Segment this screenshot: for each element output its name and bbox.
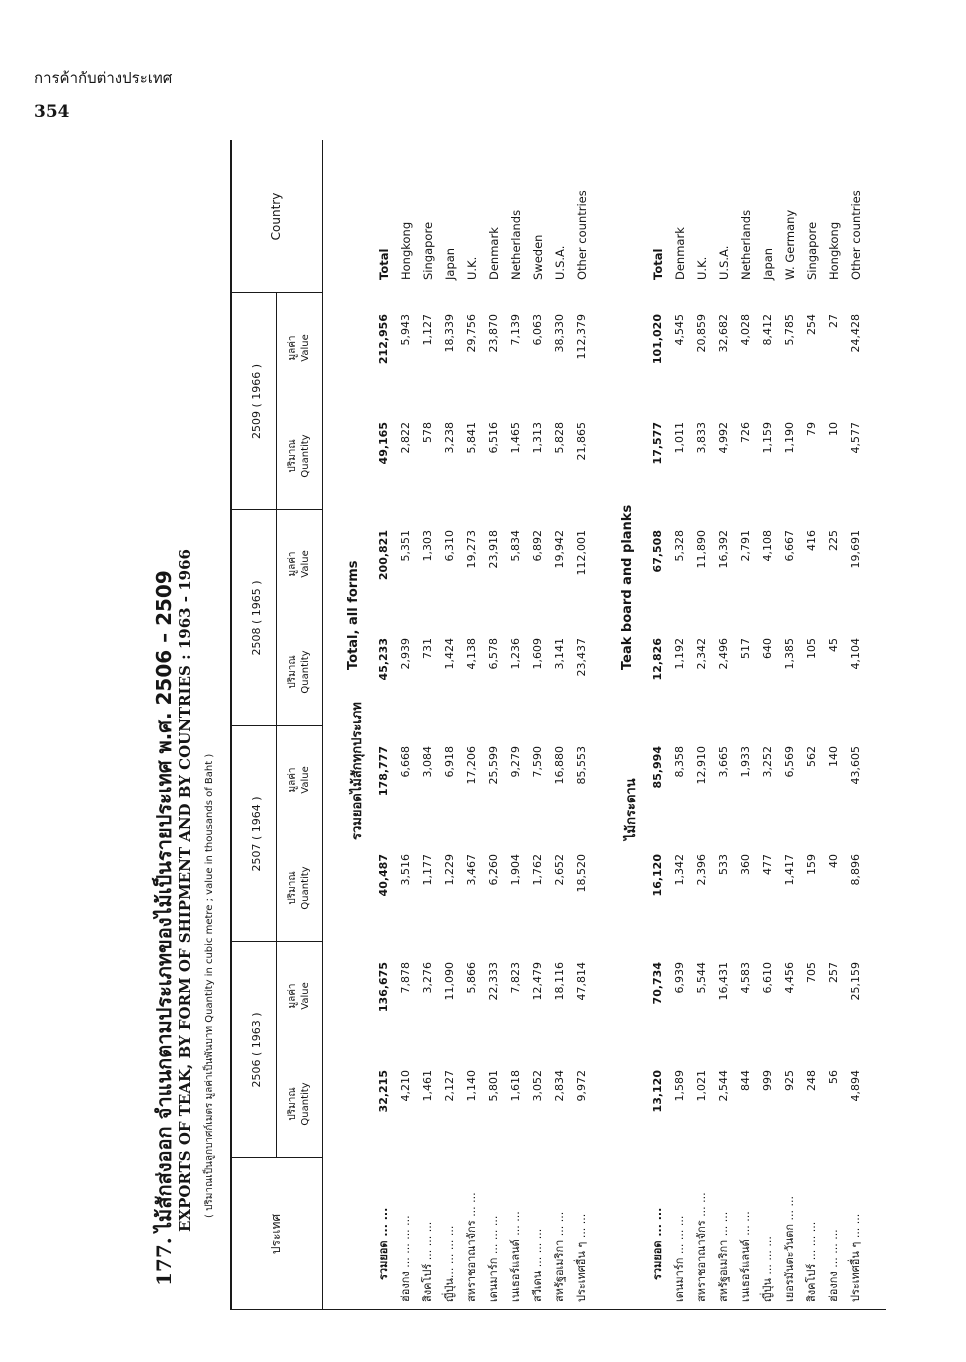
table-cell-value: 1,140 — [465, 1070, 478, 1102]
table-row-label-thai: ประเทศอื่น ๆ ... ... — [575, 1213, 588, 1302]
table-cell-value: 1,011 — [673, 422, 686, 454]
table-cell-value: 5,544 — [695, 962, 708, 994]
table-cell-value: 4,108 — [761, 530, 774, 562]
header-value — [286, 942, 312, 1050]
table-cell-value: 7,139 — [509, 314, 522, 346]
table-cell-value: 9,972 — [575, 1070, 588, 1102]
table-cell-value: 999 — [761, 1070, 774, 1091]
table-row-label-english: Hongkong — [827, 221, 841, 280]
table-title-thai: ไม้สักส่งออก จำแนกตามประเภทของไม้เป็นรายประเทศ พ.ศ. 2506 – 2509 — [152, 570, 176, 1232]
table-cell-value: 38,330 — [553, 314, 566, 353]
header-value-line: มูลค่า — [287, 551, 298, 577]
header-quantity-line: Quantity — [300, 434, 311, 478]
table-cell-value: 7,590 — [531, 746, 544, 778]
table-cell-value: 533 — [717, 854, 730, 875]
table-cell-value: 562 — [805, 746, 818, 767]
table-cell-value: 47,814 — [575, 962, 588, 1001]
header-quantity — [286, 618, 312, 726]
table-row-label-english: Hongkong — [399, 221, 413, 280]
table-cell-value: 23,870 — [487, 314, 500, 353]
table-cell-value: 112,001 — [575, 530, 588, 576]
table-cell-value: 19,942 — [553, 530, 566, 569]
section-title-thai: ไม้กระดาน — [624, 778, 639, 840]
table-cell-value: 79 — [805, 422, 818, 436]
table-cell-value: 731 — [421, 638, 434, 659]
header-value-line: มูลค่า — [287, 767, 298, 793]
table-cell-value: 18,339 — [443, 314, 456, 353]
header-quantity-line: ปริมาณ — [287, 1087, 298, 1121]
table-row-label-english: Other countries — [575, 190, 589, 280]
table-cell-value: 45,233 — [377, 638, 390, 681]
header-quantity — [286, 402, 312, 510]
table-cell-value: 4,456 — [783, 962, 796, 994]
table-cell-value: 140 — [827, 746, 840, 767]
table-row-label-thai: สวีเดน ... ... ... — [531, 1228, 544, 1302]
table-cell-value: 16,880 — [553, 746, 566, 785]
header-quantity-line: Quantity — [300, 650, 311, 694]
header-quantity-line: ปริมาณ — [287, 439, 298, 473]
table-cell-value: 20,859 — [695, 314, 708, 353]
table-cell-value: 1,618 — [509, 1070, 522, 1102]
table-cell-value: 225 — [827, 530, 840, 551]
table-cell-value: 178,777 — [377, 746, 390, 797]
table-cell-value: 212,956 — [377, 314, 390, 365]
table-row-label-english: Singapore — [805, 221, 819, 280]
table-cell-value: 45 — [827, 638, 840, 652]
header-value-line: Value — [300, 982, 311, 1010]
table-cell-value: 11,890 — [695, 530, 708, 569]
table-cell-value: 1,303 — [421, 530, 434, 562]
table-cell-value: 1,021 — [695, 1070, 708, 1102]
header-value-line: Value — [300, 766, 311, 794]
table-row-label-english: U.S.A. — [553, 245, 567, 280]
table-cell-value: 1,177 — [421, 854, 434, 886]
table-cell-value: 12,479 — [531, 962, 544, 1001]
table-cell-value: 12,826 — [651, 638, 664, 681]
table-row-label-thai: เดนมาร์ก ... ... ... — [487, 1215, 500, 1302]
header-bottom-rule — [322, 140, 323, 1310]
table-cell-value: 40 — [827, 854, 840, 868]
table-cell-value: 32,682 — [717, 314, 730, 353]
table-cell-value: 16,431 — [717, 962, 730, 1001]
table-cell-value: 7,878 — [399, 962, 412, 994]
table-cell-value: 159 — [805, 854, 818, 875]
table-cell-value: 6,569 — [783, 746, 796, 778]
table-cell-value: 5,328 — [673, 530, 686, 562]
table-cell-value: 21,865 — [575, 422, 588, 461]
table-cell-value: 4,583 — [739, 962, 752, 994]
header-year-1964: 2507 ( 1964 ) — [250, 796, 263, 872]
section-title-thai: รวมยอดไม้สักทุกประเภท — [350, 702, 365, 840]
table-cell-value: 105 — [805, 638, 818, 659]
table-cell-value: 5,801 — [487, 1070, 500, 1102]
table-row-label-english: Singapore — [421, 221, 435, 280]
table-cell-value: 2,496 — [717, 638, 730, 670]
table-cell-value: 18,520 — [575, 854, 588, 893]
table-cell-value: 18,116 — [553, 962, 566, 1001]
table-cell-value: 477 — [761, 854, 774, 875]
table-cell-value: 1,465 — [509, 422, 522, 454]
table-cell-value: 2,939 — [399, 638, 412, 670]
table-row-label-thai: เนเธอร์แลนด์ ... ... — [509, 1211, 522, 1302]
table-cell-value: 3,467 — [465, 854, 478, 886]
table-cell-value: 1,417 — [783, 854, 796, 886]
page-header: การค้ากับต่างประเทศ — [34, 69, 173, 87]
table-cell-value: 85,553 — [575, 746, 588, 785]
table-row-label-english: Netherlands — [509, 209, 523, 280]
header-value — [286, 510, 312, 618]
table-cell-value: 22,333 — [487, 962, 500, 1001]
table-row-label-english: Total — [651, 248, 665, 280]
table-cell-value: 257 — [827, 962, 840, 983]
table-cell-value: 1,236 — [509, 638, 522, 670]
table-row-label-thai: สหราชอาณาจักร ... ... — [695, 1192, 708, 1302]
table-row-label-thai: เนเธอร์แลนด์ ... ... — [739, 1211, 752, 1302]
table-cell-value: 6,578 — [487, 638, 500, 670]
table-cell-value: 6,939 — [673, 962, 686, 994]
header-year-1966: 2509 ( 1966 ) — [250, 363, 263, 440]
table-cell-value: 5,866 — [465, 962, 478, 994]
table-cell-value: 2,342 — [695, 638, 708, 670]
header-year-1965: 2508 ( 1965 ) — [250, 580, 263, 656]
header-value-line: Value — [300, 550, 311, 578]
table-cell-value: 19,273 — [465, 530, 478, 569]
table-cell-value: 25,159 — [849, 962, 862, 1001]
table-cell-value: 85,994 — [651, 746, 664, 789]
section-title-english: Total, all forms — [346, 560, 361, 670]
table-cell-value: 6,667 — [783, 530, 796, 562]
table-cell-value: 4,577 — [849, 422, 862, 454]
rotated-table — [146, 140, 886, 1310]
table-cell-value: 1,229 — [443, 854, 456, 886]
table-cell-value: 1,192 — [673, 638, 686, 670]
table-row-label-thai: รวมยอด ... ... — [377, 1207, 390, 1280]
table-row-label-english: U.S.A. — [717, 245, 731, 280]
table-cell-value: 4,138 — [465, 638, 478, 670]
table-cell-value: 1,159 — [761, 422, 774, 454]
header-value-line: Value — [300, 334, 311, 362]
table-cell-value: 705 — [805, 962, 818, 983]
table-cell-value: 23,918 — [487, 530, 500, 569]
table-cell-value: 3,665 — [717, 746, 730, 778]
table-number: 177. — [152, 1237, 176, 1286]
table-cell-value: 10 — [827, 422, 840, 436]
table-row-label-english: Netherlands — [739, 209, 753, 280]
table-cell-value: 2,127 — [443, 1070, 456, 1102]
table-cell-value: 5,943 — [399, 314, 412, 346]
table-cell-value: 1,904 — [509, 854, 522, 886]
table-cell-value: 5,828 — [553, 422, 566, 454]
header-year-1963: 2506 ( 1963 ) — [250, 1012, 263, 1088]
table-cell-value: 517 — [739, 638, 752, 659]
table-cell-value: 43,605 — [849, 746, 862, 785]
table-cell-value: 136,675 — [377, 962, 390, 1013]
table-cell-value: 1,461 — [421, 1070, 434, 1102]
header-value-line: มูลค่า — [287, 983, 298, 1009]
table-cell-value: 640 — [761, 638, 774, 659]
table-row-label-thai: สิงคโปร์ ... ... ... — [421, 1221, 434, 1302]
table-row-label-english: Japan — [443, 247, 457, 280]
table-cell-value: 1,933 — [739, 746, 752, 778]
table-cell-value: 23,437 — [575, 638, 588, 677]
table-cell-value: 1,609 — [531, 638, 544, 670]
table-row-label-english: Japan — [761, 247, 775, 280]
table-cell-value: 9,279 — [509, 746, 522, 778]
table-cell-value: 3,276 — [421, 962, 434, 994]
table-cell-value: 3,084 — [421, 746, 434, 778]
table-cell-value: 11,090 — [443, 962, 456, 1001]
table-cell-value: 4,028 — [739, 314, 752, 346]
table-cell-value: 101,020 — [651, 314, 664, 365]
table-row-label-english: Denmark — [673, 227, 687, 280]
table-cell-value: 6,918 — [443, 746, 456, 778]
table-row-label-thai: ฮ่องกง ... ... ... ... — [399, 1215, 412, 1302]
table-cell-value: 19,691 — [849, 530, 862, 569]
table-cell-value: 1,385 — [783, 638, 796, 670]
header-quantity — [286, 1050, 312, 1158]
table-cell-value: 67,508 — [651, 530, 664, 573]
table-cell-value: 29,756 — [465, 314, 478, 353]
table-cell-value: 3,141 — [553, 638, 566, 670]
table-row-label-thai: ประเทศอื่น ๆ ... ... — [849, 1213, 862, 1302]
table-cell-value: 2,652 — [553, 854, 566, 886]
table-row-label-english: Total — [377, 248, 391, 280]
table-cell-value: 1,313 — [531, 422, 544, 454]
table-cell-value: 3,052 — [531, 1070, 544, 1102]
table-row-label-english: W. Germany — [783, 209, 797, 280]
table-cell-value: 8,358 — [673, 746, 686, 778]
table-cell-value: 7,823 — [509, 962, 522, 994]
table-cell-value: 17,577 — [651, 422, 664, 465]
table-cell-value: 844 — [739, 1070, 752, 1091]
table-cell-value: 3,833 — [695, 422, 708, 454]
section-title-english: Teak board and planks — [620, 504, 635, 670]
table-cell-value: 3,252 — [761, 746, 774, 778]
table-row-label-thai: เดนมาร์ก ... ... ... — [673, 1215, 686, 1302]
table-cell-value: 1,342 — [673, 854, 686, 886]
table-cell-value: 6,063 — [531, 314, 544, 346]
header-quantity-line: ปริมาณ — [287, 655, 298, 689]
table-cell-value: 5,351 — [399, 530, 412, 562]
table-cell-value: 4,545 — [673, 314, 686, 346]
table-cell-value: 4,104 — [849, 638, 862, 670]
table-cell-value: 17,206 — [465, 746, 478, 785]
table-cell-value: 5,785 — [783, 314, 796, 346]
header-quantity-line: Quantity — [300, 866, 311, 910]
table-cell-value: 16,392 — [717, 530, 730, 569]
table-cell-value: 1,762 — [531, 854, 544, 886]
table-cell-value: 4,992 — [717, 422, 730, 454]
table-cell-value: 1,424 — [443, 638, 456, 670]
table-cell-value: 360 — [739, 854, 752, 875]
table-cell-value: 726 — [739, 422, 752, 443]
table-cell-value: 32,215 — [377, 1070, 390, 1113]
table-cell-value: 24,428 — [849, 314, 862, 353]
header-value — [286, 726, 312, 834]
table-row-label-english: Sweden — [531, 234, 545, 280]
table-cell-value: 4,894 — [849, 1070, 862, 1102]
table-cell-value: 6,610 — [761, 962, 774, 994]
header-country-en: Country — [269, 192, 283, 241]
table-row-label-thai: รวมยอด ... ... — [651, 1207, 664, 1280]
table-row-label-thai: สิงคโปร์ ... ... ... — [805, 1221, 818, 1302]
table-cell-value: 578 — [421, 422, 434, 443]
table-left-rule — [230, 1309, 886, 1310]
table-cell-value: 16,120 — [651, 854, 664, 897]
table-cell-value: 2,396 — [695, 854, 708, 886]
table-cell-value: 2,822 — [399, 422, 412, 454]
table-cell-value: 1,589 — [673, 1070, 686, 1102]
table-cell-value: 2,834 — [553, 1070, 566, 1102]
table-cell-value: 112,379 — [575, 314, 588, 360]
table-cell-value: 40,487 — [377, 854, 390, 897]
table-cell-value: 200,821 — [377, 530, 390, 581]
table-cell-value: 2,791 — [739, 530, 752, 562]
table-cell-value: 25,599 — [487, 746, 500, 785]
table-cell-value: 5,834 — [509, 530, 522, 562]
table-cell-value: 27 — [827, 314, 840, 328]
table-cell-value: 6,516 — [487, 422, 500, 454]
table-cell-value: 6,892 — [531, 530, 544, 562]
table-row-label-thai: สหราชอาณาจักร ... ... — [465, 1192, 478, 1302]
table-cell-value: 5,841 — [465, 422, 478, 454]
header-value-line: มูลค่า — [287, 335, 298, 361]
header-quantity — [286, 834, 312, 942]
table-cell-value: 254 — [805, 314, 818, 335]
header-value — [286, 294, 312, 402]
table-row-label-thai: เยอรมันตะวันตก ... ... — [783, 1195, 796, 1302]
table-cell-value: 6,310 — [443, 530, 456, 562]
table-title-english: EXPORTS OF TEAK, BY FORM OF SHIPMENT AND BY COUNTRIES : 1963 - 1966 — [176, 549, 194, 1232]
table-cell-value: 3,238 — [443, 422, 456, 454]
table-cell-value: 416 — [805, 530, 818, 551]
table-cell-value: 6,260 — [487, 854, 500, 886]
header-country-th: ประเทศ — [269, 1213, 283, 1255]
table-row-label-english: U.K. — [695, 256, 709, 280]
header-quantity-line: ปริมาณ — [287, 871, 298, 905]
table-subtitle: ( ปริมาณเป็นลูกบาศก์เมตร มูลค่าเป็นพันบาท Quantity in cubic metre ; value in thousands of Baht ) — [204, 753, 215, 1218]
header-quantity-line: Quantity — [300, 1082, 311, 1126]
table-cell-value: 8,896 — [849, 854, 862, 886]
table-row-label-thai: สหรัฐอเมริกา ... ... — [553, 1211, 566, 1302]
table-cell-value: 13,120 — [651, 1070, 664, 1113]
table-row-label-english: Denmark — [487, 227, 501, 280]
table-row-label-thai: ญี่ปุ่น... ... ... ... — [443, 1225, 456, 1302]
table-cell-value: 6,668 — [399, 746, 412, 778]
table-row-label-thai: ญี่ปุ่น ... ... ... — [761, 1236, 774, 1302]
table-cell-value: 1,190 — [783, 422, 796, 454]
table-cell-value: 3,516 — [399, 854, 412, 886]
table-cell-value: 49,165 — [377, 422, 390, 465]
table-row-label-english: Other countries — [849, 190, 863, 280]
table-cell-value: 1,127 — [421, 314, 434, 346]
table-row-label-english: U.K. — [465, 256, 479, 280]
table-cell-value: 925 — [783, 1070, 796, 1091]
table-row-label-thai: ฮ่องกง ... ... ... — [827, 1229, 840, 1302]
page-number: 354 — [34, 102, 70, 122]
table-cell-value: 70,734 — [651, 962, 664, 1005]
table-cell-value: 8,412 — [761, 314, 774, 346]
table-row-label-thai: สหรัฐอเมริกา ... ... — [717, 1211, 730, 1302]
table-cell-value: 4,210 — [399, 1070, 412, 1102]
table-cell-value: 56 — [827, 1070, 840, 1084]
table-cell-value: 2,544 — [717, 1070, 730, 1102]
table-cell-value: 248 — [805, 1070, 818, 1091]
table-cell-value: 12,910 — [695, 746, 708, 785]
